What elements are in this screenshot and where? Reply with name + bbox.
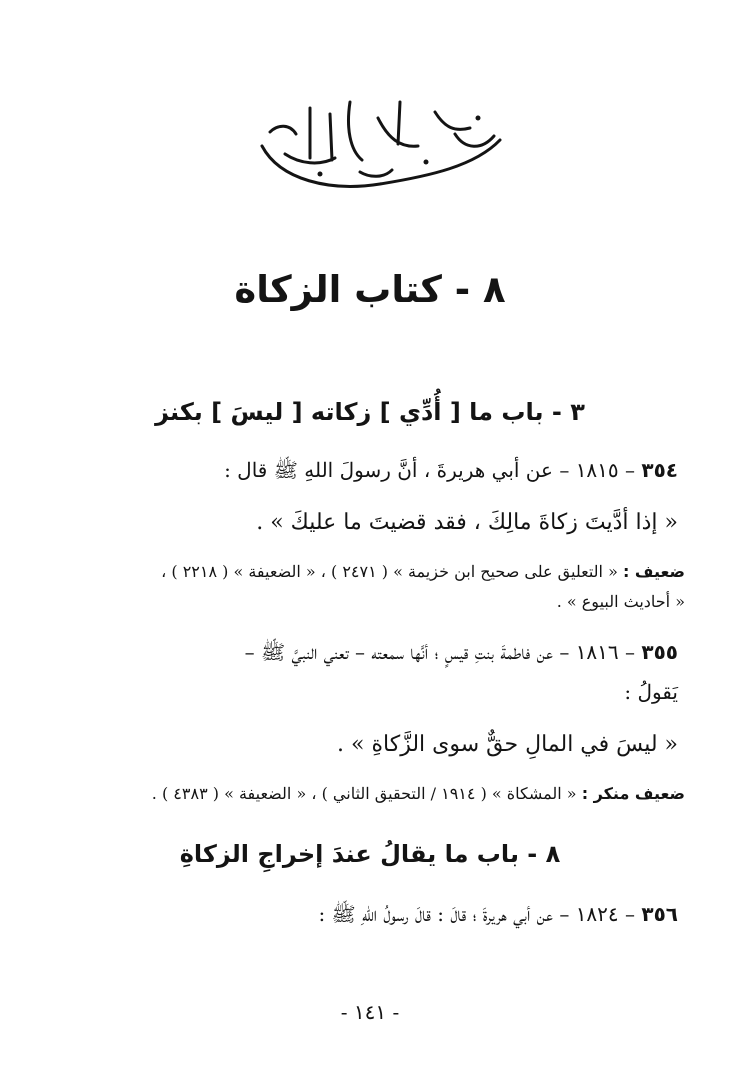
page-number: - ١٤١ - bbox=[340, 1000, 400, 1024]
hadith-matn: « إذا أدَّيتَ زكاةَ مالِكَ ، فقد قضيتَ ما عليكَ » . bbox=[256, 510, 678, 535]
hadith-grading bbox=[152, 784, 685, 803]
hadith-intro-text: – ١٨١٥ – عن أبي هريرةَ ، أنَّ رسولَ اللهِ ﷺ قال : bbox=[224, 458, 636, 482]
grade-label: ضعيف منكر : bbox=[581, 784, 685, 803]
hadith-grading bbox=[161, 562, 685, 581]
section-title: ٨ - باب ما يقالُ عندَ إخراجِ الزكاةِ bbox=[179, 840, 561, 868]
hadith-intro-text: – ١٨٢٤ – عن أبي هريرةَ ؛ قالَ : قالَ رسولُ اللهِ ﷺ : bbox=[318, 902, 636, 926]
section-title: ٣ - باب ما [ أُدِّي ] زكاته [ ليسَ ] بكنز bbox=[155, 398, 585, 426]
hadith-number: ٣٥٤ bbox=[641, 458, 678, 482]
basmala-svg bbox=[250, 88, 510, 200]
hadith-intro bbox=[224, 458, 678, 487]
grade-references: « التعليق على صحيح ابن خزيمة » ( ٢٤٧١ ) ، « الضعيفة » ( ٢٢١٨ ) ، bbox=[161, 562, 618, 581]
hadith-intro-continued: يَقولُ : bbox=[624, 680, 678, 704]
hadith-intro-text: – ١٨١٦ – عن فاطمةَ بنتِ قيسٍ ؛ أنَّها سمعته – تعني النبيَّ ﷺ – bbox=[244, 640, 636, 664]
hadith-grading-continued: « أحاديث البيوع » . bbox=[556, 592, 685, 611]
basmala-calligraphy bbox=[250, 88, 510, 200]
hadith-matn: « ليسَ في المالِ حقٌّ سوى الزَّكاةِ » . bbox=[337, 732, 678, 757]
basmala-text: بسم الله الرحمن الرحيم bbox=[374, 148, 386, 149]
grade-references: « المشكاة » ( ١٩١٤ / التحقيق الثاني ) ، « الضعيفة » ( ٤٣٨٣ ) . bbox=[151, 784, 577, 803]
hadith-number: ٣٥٥ bbox=[641, 640, 678, 664]
grade-label: ضعيف : bbox=[622, 562, 685, 581]
chapter-title: ٨ - كتاب الزكاة bbox=[234, 268, 506, 311]
hadith-number: ٣٥٦ bbox=[641, 902, 678, 926]
hadith-intro bbox=[245, 640, 678, 669]
hadith-intro bbox=[318, 902, 678, 931]
